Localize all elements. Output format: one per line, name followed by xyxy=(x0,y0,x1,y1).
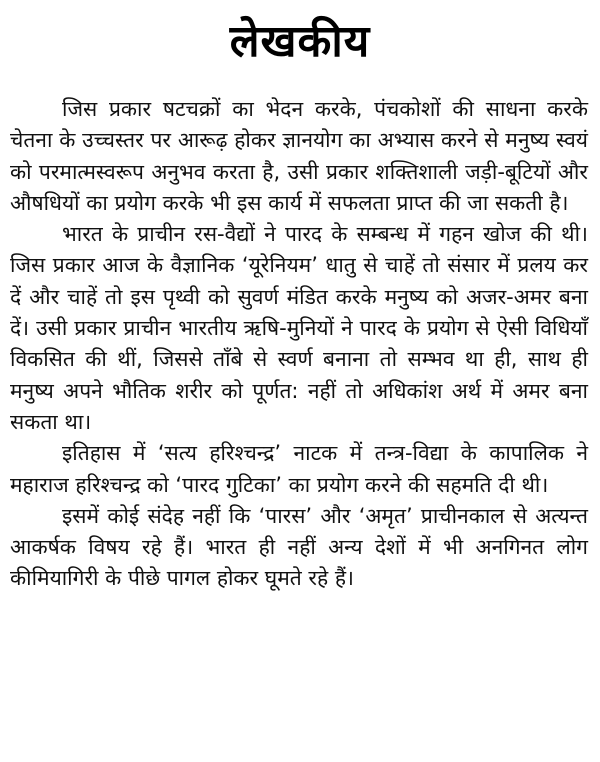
body-text xyxy=(10,94,588,595)
page-title: लेखकीय xyxy=(229,16,371,67)
paragraph-4: इसमें कोई संदेह नहीं कि ‘पारस’ और ‘अमृत’ प्राचीनकाल से अत्यन्त आकर्षक विषय रहे हैं। भारत ही नहीं अन्य देशों में भी अनगिनत लोग कीमियागिरी के पीछे पागल होकर घूमते रहे हैं। xyxy=(10,503,588,591)
paragraph-3: इतिहास में ‘सत्य हरिश्चन्द्र’ नाटक में तन्त्र-विद्या के कापालिक ने महाराज हरिश्चन्द्र को ‘पारद गुटिका’ का प्रयोग करने की सहमति दी थी। xyxy=(10,441,588,497)
paragraph-2: भारत के प्राचीन रस-वैद्यों ने पारद के सम्बन्ध में गहन खोज की थी। जिस प्रकार आज के वैज्ञानिक ‘यूरेनियम’ धातु से चाहें तो संसार में प्रलय कर दें और चाहें तो इस पृथ्वी को सुवर्ण मंडित करके मनुष्य को अजर-अमर बना दें। उसी प्रकार प्राचीन भारतीय ऋषि-मुनियों ने पारद के प्रयोग से ऐसी विधियाँ विकसित की थीं, जिससे ताँबे से स्वर्ण बनाना तो सम्भव था ही, साथ ही मनुष्य अपने भौतिक शरीर को पूर्णत: नहीं तो अधिकांश अर्थ में अमर बना सकता था। xyxy=(10,222,588,434)
paragraph-1: जिस प्रकार षटचक्रों का भेदन करके, पंचकोशों की साधना करके चेतना के उच्चस्तर पर आरूढ़ होकर ज्ञानयोग का अभ्यास करने से मनुष्य स्वयं को परमात्मस्वरूप अनुभव करता है, उसी प्रकार शक्तिशाली जड़ी-बूटियों और औषधियों का प्रयोग करके भी इस कार्य में सफलता प्राप्त की जा सकती है। xyxy=(10,97,588,215)
